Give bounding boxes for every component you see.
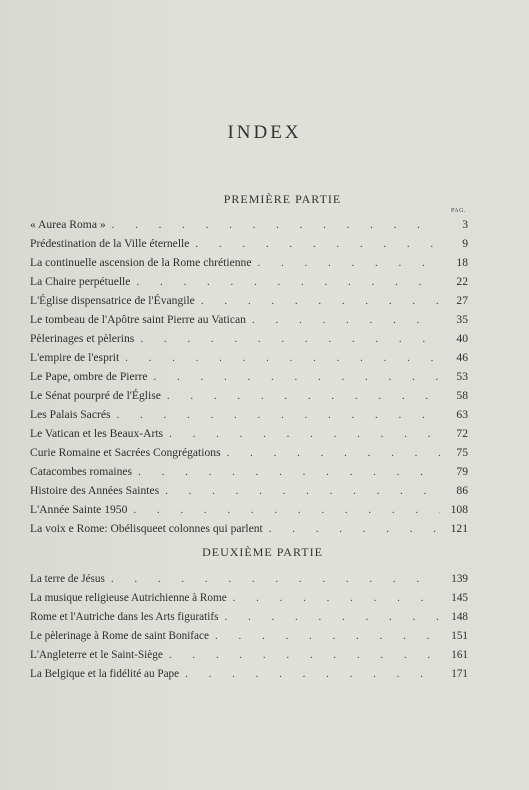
toc-entry-title: L'Année Sainte 1950	[30, 503, 128, 516]
toc-entry-page-number: 139	[451, 573, 468, 585]
toc-entry-title: L'Église dispensatrice de l'Évangile	[30, 294, 195, 307]
toc-entry-page-number: 108	[450, 503, 468, 516]
toc-entry-page-number: 27	[456, 294, 468, 307]
dot-leader	[252, 314, 440, 326]
toc-entry	[30, 256, 468, 275]
toc-entry-page-number: 22	[456, 275, 468, 288]
toc-entry-title: La Belgique et la fidélité au Pape	[30, 668, 180, 680]
toc-entry	[30, 649, 468, 668]
toc-entry-title: La terre de Jésus	[30, 573, 105, 585]
dot-leader	[112, 219, 440, 231]
toc-entry-page-number: 18	[456, 256, 468, 269]
toc-entry	[30, 294, 468, 313]
toc-entry	[30, 465, 468, 484]
toc-entry-page-number: 72	[456, 427, 468, 440]
toc-entry	[30, 313, 468, 332]
dot-leader	[136, 276, 440, 288]
dot-leader	[169, 649, 440, 661]
toc-entry-page-number: 148	[451, 611, 468, 623]
toc-entry-title: Histoire des Années Saintes	[30, 484, 160, 497]
part-heading-first: PREMIÈRE PARTIE	[223, 192, 342, 206]
toc-entry	[30, 237, 468, 256]
toc-entry-title: La musique religieuse Autrichienne à Rome	[30, 592, 227, 604]
dot-leader	[227, 447, 440, 459]
toc-entry-title: Le Vatican et les Beaux-Arts	[30, 427, 164, 440]
toc-entry-title: Le pèlerinage à Rome de saint Boniface	[30, 630, 209, 642]
toc-entry-page-number: 171	[451, 668, 468, 680]
dot-leader	[117, 409, 441, 421]
toc-entry-title: Curie Romaine et Sacrées Congrégations	[30, 446, 221, 459]
dot-leader	[138, 466, 440, 478]
toc-entry	[30, 351, 468, 370]
dot-leader	[233, 592, 440, 604]
dot-leader	[154, 371, 441, 383]
toc-entry-title: La continuelle ascension de la Rome chrétienne	[30, 256, 252, 269]
toc-entry-page-number: 53	[456, 370, 468, 383]
toc-entry	[30, 522, 468, 541]
dot-leader	[165, 485, 440, 497]
toc-entry-title: L'Angleterre et le Saint-Siège	[30, 649, 163, 661]
dot-leader	[133, 504, 440, 516]
toc-entry	[30, 592, 468, 611]
dot-leader	[140, 333, 440, 345]
toc-entry-page-number: 63	[456, 408, 468, 421]
toc-entry-page-number: 40	[456, 332, 468, 345]
toc-entry-title: La voix e Rome: Obélisqueet colonnes qui parlent	[30, 522, 263, 535]
toc-entry-title: Le tombeau de l'Apôtre saint Pierre au Vatican	[30, 313, 246, 326]
toc-entry-title: Pèlerinages et pèlerins	[30, 332, 135, 345]
toc-entry-title: Catacombes romaines	[30, 465, 133, 478]
dot-leader	[224, 611, 440, 623]
toc-entry	[30, 218, 468, 237]
toc-entry-title: L'empire de l'esprit	[30, 351, 120, 364]
toc-entry-title: La Chaire perpétuelle	[30, 275, 131, 288]
toc-entry	[30, 484, 468, 503]
toc-entry-page-number: 75	[456, 446, 468, 459]
toc-entry	[30, 573, 468, 592]
toc-entry-title: Le Sénat pourpré de l'Église	[30, 389, 161, 402]
toc-entry	[30, 332, 468, 351]
toc-entry	[30, 275, 468, 294]
toc-entry-title: « Aurea Roma »	[30, 218, 106, 231]
toc-entry	[30, 503, 468, 522]
toc-entry	[30, 408, 468, 427]
toc-entry-page-number: 79	[456, 465, 468, 478]
toc-entry	[30, 370, 468, 389]
dot-leader	[195, 238, 440, 250]
dot-leader	[257, 257, 440, 269]
toc-entry	[30, 668, 468, 687]
toc-entry	[30, 427, 468, 446]
dot-leader	[201, 295, 440, 307]
toc-entry-page-number: 9	[462, 237, 468, 250]
dot-leader	[269, 523, 440, 535]
dot-leader	[169, 428, 440, 440]
toc-entry-page-number: 151	[451, 630, 468, 642]
toc-entry-title: Rome et l'Autriche dans les Arts figuratifs	[30, 611, 219, 623]
toc-entry-title: Prédestination de la Ville éternelle	[30, 237, 190, 250]
toc-entry	[30, 389, 468, 408]
toc-entry-page-number: 35	[456, 313, 468, 326]
part-heading-second: DEUXIÈME PARTIE	[202, 545, 323, 559]
dot-leader	[185, 668, 440, 680]
toc-entry	[30, 611, 468, 630]
toc-list-second-part	[30, 573, 468, 687]
toc-entry-title: Les Palais Sacrés	[30, 408, 111, 421]
toc-list-first-part	[30, 218, 468, 541]
toc-entry-page-number: 161	[451, 649, 468, 661]
toc-entry-page-number: 3	[462, 218, 468, 231]
dot-leader	[125, 352, 440, 364]
toc-entry	[30, 630, 468, 649]
page-column-label: PAG.	[451, 208, 466, 214]
page-title: INDEX	[227, 122, 302, 143]
dot-leader	[215, 630, 440, 642]
toc-entry-page-number: 46	[456, 351, 468, 364]
toc-entry-page-number: 58	[456, 389, 468, 402]
toc-entry-title: Le Pape, ombre de Pierre	[30, 370, 148, 383]
dot-leader	[111, 573, 440, 585]
toc-entry-page-number: 86	[456, 484, 468, 497]
toc-entry	[30, 446, 468, 465]
toc-entry-page-number: 145	[451, 592, 468, 604]
toc-entry-page-number: 121	[450, 522, 468, 535]
dot-leader	[167, 390, 440, 402]
